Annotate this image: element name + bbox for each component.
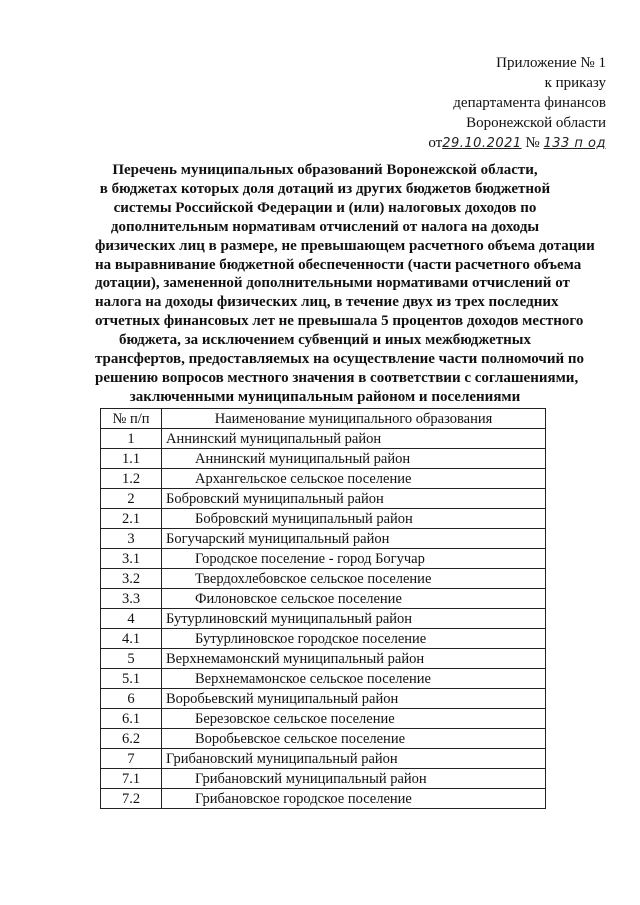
row-number: 2 [101,489,162,509]
title-line: дотации), замененной дополнительными нормативами отчислений от [95,275,570,292]
row-name: Верхнемамонское сельское поселение [162,669,546,689]
table-row [101,469,546,489]
row-name: Грибановский муниципальный район [162,749,546,769]
table-row [101,789,546,809]
row-name: Бобровский муниципальный район [162,509,546,529]
number-prefix: № [525,135,540,151]
row-name: Твердохлебовское сельское поселение [162,569,546,589]
table-body [101,429,546,809]
document-title [95,161,595,407]
order-label: к приказу [544,75,606,91]
row-number: 3.3 [101,589,162,609]
table-row [101,609,546,629]
municipalities-table [100,408,546,809]
row-number: 3.1 [101,549,162,569]
region-label: Воронежской области [466,115,606,131]
appendix-label: Приложение № 1 [496,55,606,71]
table-header-row [101,409,546,429]
row-number: 4 [101,609,162,629]
row-number: 1 [101,429,162,449]
department-label: департамента финансов [453,95,606,111]
order-date: 29.10.2021 [442,136,522,151]
table-row [101,629,546,649]
row-name: Бобровский муниципальный район [162,489,546,509]
row-name: Грибановский муниципальный район [162,769,546,789]
table-row [101,529,546,549]
row-name: Аннинский муниципальный район [162,429,546,449]
row-name: Архангельское сельское поселение [162,469,546,489]
title-line: бюджета, за исключением субвенций и иных межбюджетных [119,332,531,349]
title-line: решению вопросов местного значения в соответствии с соглашениями, [95,369,579,386]
title-line: дополнительным нормативам отчислений от налога на доходы [110,218,540,235]
table-row [101,749,546,769]
title-line: в бюджетах которых доля дотаций из других бюджетов бюджетной [99,180,551,197]
header-number: № п/п [101,409,162,429]
row-number: 7.1 [101,769,162,789]
table-row [101,689,546,709]
table-row [101,569,546,589]
row-number: 3 [101,529,162,549]
row-number: 7 [101,749,162,769]
row-name: Березовское сельское поселение [162,709,546,729]
date-prefix: от [428,135,443,151]
row-number: 6 [101,689,162,709]
title-line: Перечень муниципальных образований Воронежской области, [112,162,538,178]
row-name: Бутурлиновское городское поселение [162,629,546,649]
table-row [101,549,546,569]
table-row [101,589,546,609]
header-name: Наименование муниципального образования [162,409,546,429]
row-number: 5.1 [101,669,162,689]
row-number: 6.1 [101,709,162,729]
title-line: заключенными муниципальным районом и поселениями [129,388,521,405]
title-line: физических лиц в размере, не превышающем расчетного объема дотации [95,237,595,254]
row-name: Воробьевский муниципальный район [162,689,546,709]
table-row [101,769,546,789]
title-line: налога на доходы физических лиц, в течение двух из трех последних [95,294,559,311]
row-number: 4.1 [101,629,162,649]
row-name: Богучарский муниципальный район [162,529,546,549]
row-name: Филоновское сельское поселение [162,589,546,609]
row-number: 3.2 [101,569,162,589]
row-name: Воробьевское сельское поселение [162,729,546,749]
table-row [101,729,546,749]
row-number: 7.2 [101,789,162,809]
row-name: Грибановское городское поселение [162,789,546,809]
row-name: Верхнемамонский муниципальный район [162,649,546,669]
table-row [101,649,546,669]
table-row [101,489,546,509]
row-name: Бутурлиновский муниципальный район [162,609,546,629]
title-line: на выравнивание бюджетной обеспеченности (части расчетного объема [95,256,582,273]
date-number-line [428,133,606,154]
title-line: трансфертов, предоставляемых на осуществление части полномочий по [95,351,585,368]
title-line: отчетных финансовых лет не превышала 5 процентов доходов местного [95,313,584,330]
table-row [101,669,546,689]
row-number: 6.2 [101,729,162,749]
row-name: Аннинский муниципальный район [162,449,546,469]
table-row [101,709,546,729]
title-line: системы Российской Федерации и (или) налоговых доходов по [113,199,537,216]
table-row [101,449,546,469]
row-name: Городское поселение - город Богучар [162,549,546,569]
row-number: 2.1 [101,509,162,529]
table-row [101,509,546,529]
table-row [101,429,546,449]
row-number: 5 [101,649,162,669]
approval-block [428,53,606,154]
order-number: 133 п од [543,136,606,151]
row-number: 1.2 [101,469,162,489]
row-number: 1.1 [101,449,162,469]
